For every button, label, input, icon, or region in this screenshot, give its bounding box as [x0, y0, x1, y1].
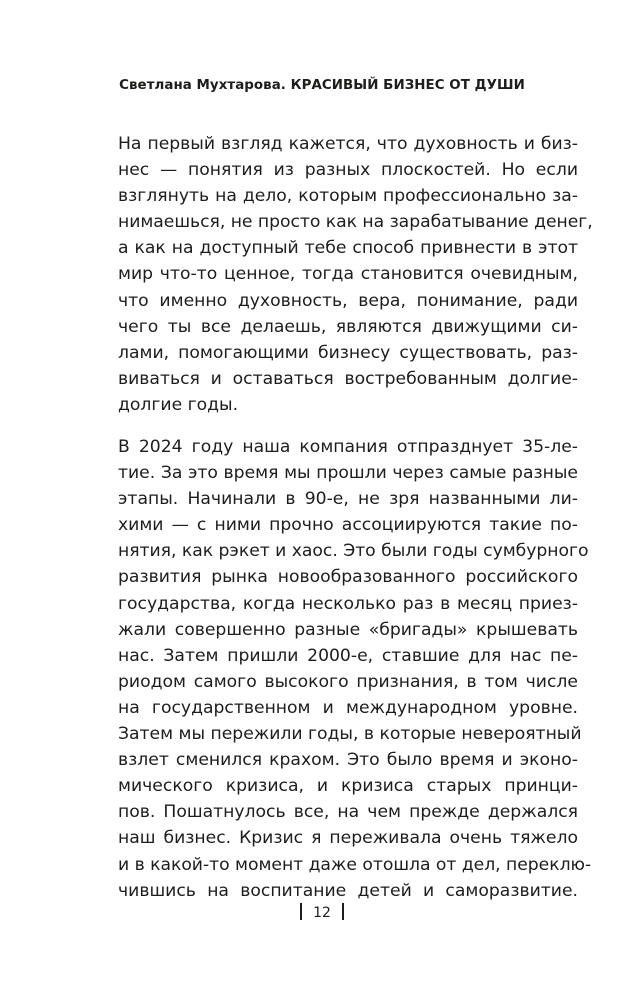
text-line: и в какой-то момент даже отошла от дел, переклю- — [118, 854, 592, 875]
text-line: мир что-то ценное, тогда становится очевидным, — [118, 264, 578, 285]
text-line: лами, помогающими бизнесу существовать, раз- — [118, 342, 578, 363]
text-line: нас. Затем пришли 2000-е, ставшие для нас пе- — [118, 645, 578, 666]
text-line: нимаешься, не просто как на зарабатывание денег, — [118, 212, 593, 233]
text-line: а как на доступный тебе способ привнести в этот — [118, 238, 578, 259]
folio-rule-right — [342, 903, 344, 920]
text-line: В 2024 году наша компания отпразднует 35-ле- — [118, 437, 578, 457]
paragraph — [118, 131, 593, 418]
text-line: нятия, как рэкет и хаос. Это были годы сумбурного — [118, 541, 589, 562]
page-number-footer — [0, 904, 644, 921]
text-line: жали совершенно разные «бригады» крышевать — [118, 619, 578, 640]
paragraph — [118, 434, 592, 904]
text-line: чившись на воспитание детей и саморазвитие. — [118, 880, 578, 901]
text-line: хими — с ними прочно ассоциируются такие по- — [118, 515, 578, 536]
text-line: чего ты все делаешь, являются движущими си- — [118, 316, 578, 337]
text-line: этапы. Начинали в 90-е, не зря названными ли- — [118, 489, 578, 510]
text-line: На первый взгляд кажется, что духовность и биз- — [118, 134, 578, 154]
text-line: что именно духовность, вера, понимание, ради — [118, 290, 578, 311]
text-line: развития рынка новообразованного российского — [118, 567, 578, 588]
text-line: тие. За это время мы прошли через самые разные — [118, 463, 578, 484]
folio-rule-left — [300, 903, 302, 920]
text-line: государства, когда несколько раз в месяц приез- — [118, 593, 578, 614]
text-line: взглянуть на дело, которым профессионально за- — [118, 186, 578, 207]
text-line: нес — понятия из разных плоскостей. Но если — [118, 160, 578, 181]
text-line: риодом самого высокого признания, в том числе — [118, 671, 578, 692]
text-line: долгие годы. — [118, 394, 239, 415]
running-header: Светлана Мухтарова. КРАСИВЫЙ БИЗНЕС ОТ ДУШИ — [119, 78, 525, 93]
text-line: наш бизнес. Кризис я переживала очень тяжело — [118, 828, 578, 849]
text-line: на государственном и международном уровне. — [118, 697, 578, 718]
text-line: виваться и оставаться востребованным долгие- — [118, 368, 578, 389]
page-number: 12 — [313, 904, 331, 921]
text-line: взлет сменился крахом. Это было время и эконо- — [118, 750, 578, 771]
text-line: Затем мы пережили годы, в которые невероятный — [118, 724, 582, 745]
text-line: пов. Пошатнулось все, на чем прежде держался — [118, 802, 578, 823]
text-line: мического кризиса, и кризиса старых принци- — [118, 776, 578, 797]
